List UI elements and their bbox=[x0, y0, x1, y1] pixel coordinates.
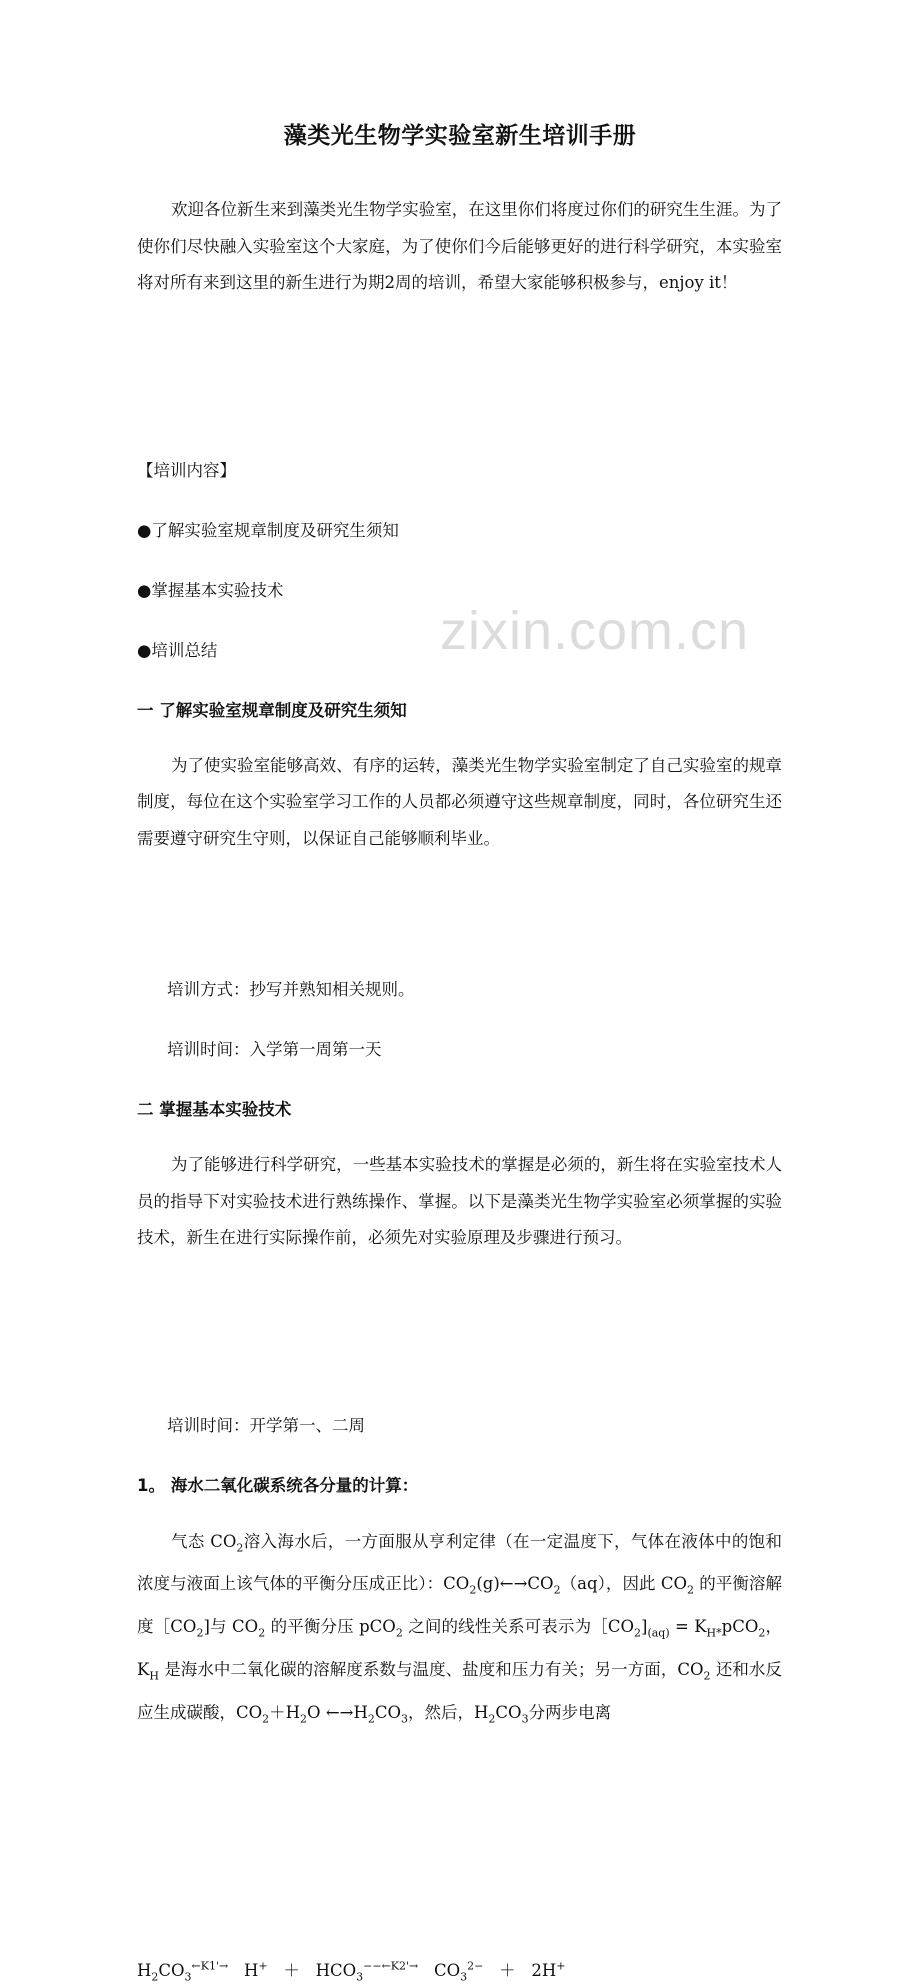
superscript: −− bbox=[363, 1959, 382, 1973]
dissociation-equation bbox=[137, 1957, 920, 1983]
subsection-heading: 1。 海水二氧化碳系统各分量的计算： bbox=[137, 1475, 419, 1495]
bullet-item: ●了解实验室规章制度及研究生须知 bbox=[137, 520, 399, 540]
text-run: 的平衡溶解度［CO bbox=[137, 1574, 783, 1637]
eq-term: CO bbox=[434, 1961, 461, 1981]
subscript: 3 bbox=[356, 1970, 364, 1984]
text-run: CO bbox=[495, 1702, 522, 1722]
watermark-text: zixin.com.cn bbox=[440, 601, 750, 661]
text-run: ＋H bbox=[269, 1702, 301, 1722]
text-run: 的平衡分压 pCO bbox=[265, 1617, 396, 1637]
plus-sign: ＋ bbox=[499, 1961, 516, 1981]
subscript: 3 bbox=[460, 1970, 468, 1984]
subscript: 2 bbox=[236, 1540, 244, 1554]
subscript: 3 bbox=[521, 1711, 529, 1725]
bullet-item: ●掌握基本实验技术 bbox=[137, 580, 284, 600]
eq-term: H bbox=[243, 1961, 259, 1981]
subscript: 2 bbox=[553, 1583, 561, 1597]
text-run: ，K bbox=[137, 1617, 782, 1679]
text-run: 还和水反应生成碳酸，CO bbox=[137, 1659, 782, 1722]
contents-header: 【培训内容】 bbox=[137, 460, 236, 480]
superscript: + bbox=[556, 1959, 566, 1973]
subscript: (aq) bbox=[647, 1626, 670, 1640]
equilibrium-arrow: ←K1'→ bbox=[191, 1959, 229, 1973]
subscript: H* bbox=[706, 1626, 722, 1640]
section-heading: 二 掌握基本实验技术 bbox=[137, 1100, 292, 1119]
subscript: 3 bbox=[401, 1711, 409, 1725]
subscript: H bbox=[149, 1669, 159, 1683]
subscript: 2 bbox=[469, 1583, 477, 1597]
plus-sign: ＋ bbox=[283, 1961, 300, 1981]
eq-term: HCO bbox=[315, 1961, 357, 1981]
intro-paragraph: 欢迎各位新生来到藻类光生物学实验室，在这里你们将度过你们的研究生生涯。为了使你们尽快融入实验室这个大家庭，为了使你们今后能够更好的进行科学研究，本实验室将对所有来到这里的新生进行为期2周的培训，希望大家能够积极参与，enjoy it！ bbox=[137, 200, 782, 292]
training-time: 培训时间：开学第一、二周 bbox=[167, 1415, 365, 1435]
eq-term: H bbox=[137, 1961, 152, 1981]
text-run: 气态 CO bbox=[171, 1531, 237, 1551]
subscript: 2 bbox=[151, 1970, 159, 1984]
text-run: pCO bbox=[721, 1617, 759, 1637]
text-run: (g)←→CO bbox=[476, 1574, 554, 1594]
text-run: ] bbox=[641, 1617, 648, 1637]
subscript: 2 bbox=[687, 1583, 695, 1597]
subscript: 2 bbox=[758, 1626, 766, 1640]
subscript: 3 bbox=[184, 1970, 192, 1984]
subscript: 2 bbox=[488, 1711, 496, 1725]
co2-paragraph bbox=[137, 1524, 782, 1738]
text-run: O ←→H bbox=[307, 1702, 368, 1722]
text-run: 是海水中二氧化碳的溶解度系数与温度、盐度和压力有关；另一方面，CO bbox=[158, 1659, 704, 1679]
subscript: 2 bbox=[196, 1626, 204, 1640]
superscript: 2− bbox=[467, 1959, 484, 1973]
text-run: 溶入海水后，一方面服从亨利定律（在一定温度下，气体在液体中的饱和浓度与液面上该气体的平衡分压成正比）：CO bbox=[137, 1531, 782, 1594]
text-run: CO bbox=[374, 1702, 402, 1722]
subscript: 2 bbox=[262, 1711, 270, 1725]
text-run: （aq），因此 CO bbox=[560, 1574, 688, 1594]
eq-term: 2H bbox=[531, 1961, 557, 1981]
eq-term: CO bbox=[158, 1961, 185, 1981]
subscript: 2 bbox=[367, 1711, 375, 1725]
text-run: 之间的线性关系可表示为［CO bbox=[402, 1617, 634, 1637]
training-time: 培训时间：入学第一周第一天 bbox=[167, 1040, 382, 1059]
subscript: 2 bbox=[703, 1669, 711, 1683]
text-run: ]与 CO bbox=[203, 1617, 259, 1637]
section-paragraph: 为了使实验室能够高效、有序的运转，藻类光生物学实验室制定了自己实验室的规章制度，每位在这个实验室学习工作的人员都必须遵守这些规章制度，同时，各位研究生还需要遵守研究生守则，以保证自己能够顺利毕业。 bbox=[137, 755, 782, 848]
subscript: 2 bbox=[300, 1711, 308, 1725]
bullet-item: ●培训总结 bbox=[137, 640, 218, 660]
page-title: 藻类光生物学实验室新生培训手册 bbox=[283, 123, 637, 149]
section-paragraph: 为了能够进行科学研究，一些基本实验技术的掌握是必须的，新生将在实验室技术人员的指导下对实验技术进行熟练操作、掌握。以下是藻类光生物学实验室必须掌握的实验技术，新生在进行实际操作前，必须先对实验原理及步骤进行预习。 bbox=[137, 1155, 782, 1247]
subscript: 2 bbox=[258, 1626, 266, 1640]
text-run: = K bbox=[669, 1617, 707, 1637]
equilibrium-arrow: ←K2'→ bbox=[381, 1959, 419, 1973]
subscript: 2 bbox=[634, 1626, 641, 1640]
section-heading: 一 了解实验室规章制度及研究生须知 bbox=[137, 700, 407, 720]
text-run: 分两步电离 bbox=[528, 1702, 612, 1722]
text-run: ，然后，H bbox=[408, 1702, 489, 1722]
superscript: + bbox=[258, 1959, 268, 1973]
subscript: 2 bbox=[395, 1626, 403, 1640]
training-method: 培训方式：抄写并熟知相关规则。 bbox=[167, 980, 415, 999]
